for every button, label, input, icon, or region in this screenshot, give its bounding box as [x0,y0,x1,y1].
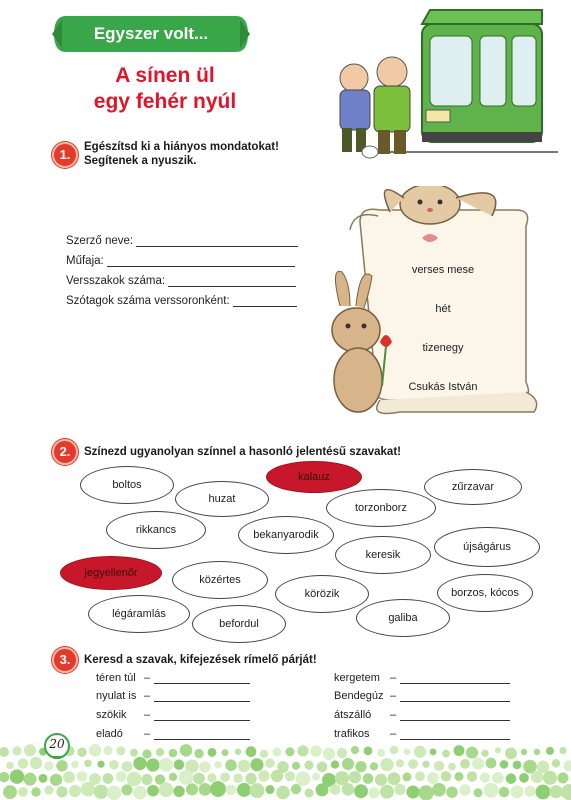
footer-dot [304,761,313,770]
footer-dot [199,783,212,796]
rhyme-dash: – [390,709,397,721]
footer-dot [3,785,17,799]
footer-dot [84,760,91,767]
task2-instruction: Színezd ugyanolyan színnel a hasonló jelentésű szavakat! [84,446,401,458]
footer-dot [142,749,151,758]
rhyme-word: téren túl [96,672,136,684]
rhyme-blank[interactable] [400,728,510,740]
footer-dot [159,782,174,797]
rhyme-blank[interactable] [154,728,250,740]
footer-dot [69,785,81,797]
field-syllables-label: Szótagok száma verssoronként: [66,295,230,307]
rhyme-blank[interactable] [154,690,250,702]
footer-dot [406,785,419,798]
footer-dot [355,761,366,772]
footer-dot [543,771,557,785]
rhyme-dash: – [390,672,397,684]
footer-dot [260,750,268,758]
footer-dot [214,761,222,769]
rhyme-dash: – [144,690,151,702]
footer-dot [368,787,379,798]
rhyme-dash: – [144,728,151,740]
task1-instruction-line1: Egészítsd ki a hiányos mondatokat! [84,141,279,153]
footer-dot [194,749,203,758]
footer-dot [107,786,122,800]
footer-dot [418,785,433,800]
footer-dot [297,745,308,756]
rhyme-dash: – [144,672,151,684]
rhyme-row-right-1 [334,672,510,684]
rhyme-word: átszálló [334,709,372,721]
footer-dot [422,761,429,768]
footer-dot [331,760,339,768]
field-stanzas-label: Versszakok száma: [66,275,166,287]
footer-dot [524,786,535,797]
footer-dot [364,746,373,755]
footer-dot [351,746,359,754]
footer-dot [506,773,517,784]
footer-dot [310,745,321,756]
rhyme-word: Bendegúz [334,690,384,702]
banner-title: Egyszer volt... [93,24,209,43]
footer-dot [169,749,177,757]
rhyme-blank[interactable] [400,690,510,702]
footer-dot [173,786,184,797]
rhyme-row-left-1 [96,672,250,684]
footer-dot [408,759,418,769]
footer-dot [486,758,497,769]
footer-dot [531,771,543,783]
footer-dot [272,747,281,756]
footer-dot [285,747,294,756]
footer-dot [430,748,437,755]
footer-dot [380,785,394,799]
footer-dot [179,770,194,785]
footer-dot [549,785,562,798]
footer-dot [534,749,540,755]
footer-dot [237,783,251,797]
footer-dot [432,783,446,797]
footer-dot [466,747,478,759]
footer-dot [0,747,9,757]
footer-dot [304,788,313,797]
footer-dot [141,774,152,785]
scroll-word-3: tizenegy [422,342,464,354]
task2-number-badge: 2. [52,439,78,465]
footer-dot [394,784,405,795]
footer-dot [415,771,425,781]
task3-instruction: Keresd a szavak, kifejezések rímelő párját! [84,654,317,666]
footer-dot [116,771,127,782]
footer-dot [312,773,320,781]
word-oval[interactable]: közértes [172,561,268,599]
footer-dot [375,774,387,786]
footer-dot [233,774,243,784]
footer-dot [349,771,361,783]
rhyme-row-right-3 [334,709,510,721]
footer-dot [404,748,411,755]
footer-dot [271,770,283,782]
footer-dot [30,757,42,769]
footer-dot [56,760,67,771]
footer-dot [492,772,504,784]
word-oval[interactable]: befordul [192,605,286,643]
footer-dot-pattern [0,744,571,800]
footer-dot [174,759,184,769]
word-oval[interactable]: zűrzavar [424,469,522,505]
footer-dot [460,759,470,769]
footer-dot [552,759,560,767]
footer-dot [94,785,108,799]
footer-dot [258,770,269,781]
footer-dot [97,761,104,768]
footer-dot [169,773,177,781]
word-oval[interactable]: borzos, kócos [437,574,533,612]
rhyme-blank[interactable] [400,672,510,684]
footer-dot [448,763,456,771]
footer-dot [63,771,75,783]
footer-dot [109,760,119,770]
footer-dot [235,748,242,755]
footer-dot [186,783,198,795]
footer-dot [559,747,566,754]
footer-dot [454,772,463,781]
footer-dot [71,761,79,769]
word-oval[interactable]: keresik [335,536,431,574]
footer-dot [250,758,263,771]
footer-dot [363,773,374,784]
rhyme-row-left-4 [96,728,250,740]
word-oval[interactable]: rikkancs [106,511,206,549]
page-title-line1: A sínen ül [115,64,215,87]
footer-dot [403,773,412,782]
rhyme-dash: – [144,709,151,721]
footer-dot [495,747,501,753]
footer-dot [39,774,48,783]
footer-dot [380,758,393,771]
footer-dot [561,784,571,800]
footer-dot [103,746,112,755]
footer-dot [226,785,237,796]
footer-dot [31,787,40,796]
footer-dot [536,785,551,800]
footer-dot [18,758,28,768]
footer-dot [472,757,484,769]
rhyme-dash: – [390,728,397,740]
footer-dot [342,758,354,770]
footer-dot [558,773,569,784]
word-oval[interactable]: torzonborz [326,489,436,527]
footer-dot [122,761,133,772]
footer-dot [208,748,217,757]
scroll-word-1: verses mese [411,264,475,276]
field-genre-label: Műfaja: [66,255,104,267]
footer-dot [121,784,132,795]
footer-dot [546,747,554,755]
word-oval[interactable]: újságárus [434,527,540,567]
word-oval[interactable]: körözik [275,575,369,613]
footer-dot [250,783,265,798]
footer-dot [56,786,67,797]
rhyme-word: trafikos [334,728,370,740]
task1-number-badge: 1. [52,142,78,168]
word-oval-colored[interactable]: kalauz [266,461,362,493]
footer-dot [480,773,490,783]
word-oval-colored[interactable]: jegyellenőr [60,556,162,590]
footer-dot [276,786,290,800]
footer-dot [396,759,404,767]
footer-dot [193,773,205,785]
footer-dot [210,781,226,797]
word-oval[interactable]: légáramlás [88,595,190,633]
footer-dot [146,758,159,771]
footer-dot [159,758,173,772]
footer-dot [390,746,399,755]
footer-dot [127,772,141,786]
footer-dot [467,771,477,781]
rhyme-blank[interactable] [154,672,250,684]
footer-dot [180,744,192,756]
footer-dot [156,748,164,756]
footer-dot [563,760,571,771]
footer-dot [342,783,354,795]
field-author-blank[interactable] [136,234,298,247]
footer-dot [222,749,229,756]
footer-dot [500,760,509,769]
footer-dot [18,787,28,797]
rhyme-word: kergetem [334,672,380,684]
footer-dot [519,773,529,783]
footer-dot [442,750,450,758]
footer-dot [147,785,159,797]
footer-dot [441,771,451,781]
rhyme-dash: – [390,690,397,702]
footer-dot [130,749,138,757]
footer-dot [370,762,378,770]
footer-dot [292,762,300,770]
footer-dot [323,748,335,760]
scroll-word-2: hét [435,303,451,315]
footer-dot [459,784,470,795]
rhyme-word: szökik [96,709,127,721]
footer-dot [265,758,275,768]
footer-dot [511,785,524,798]
footer-dot [484,783,499,798]
footer-dot [207,773,216,782]
rhyme-row-left-3 [96,709,250,721]
word-oval[interactable]: huzat [175,481,269,517]
rhyme-row-right-4 [334,728,510,740]
word-oval[interactable]: boltos [80,466,174,504]
footer-dot [317,762,328,773]
footer-dot [473,788,482,797]
footer-dot [330,784,341,795]
footer-dot [0,772,9,782]
footer-dot [77,748,86,757]
rhyme-row-right-2 [334,690,510,702]
footer-dot [133,786,147,800]
footer-dot [377,749,385,757]
field-syllables [66,294,297,307]
footer-dot [481,750,488,757]
footer-dot [513,761,522,770]
field-author [66,234,298,247]
footer-dot [505,747,517,759]
footer-dot [24,744,36,756]
footer-dot [446,786,457,797]
task1-instruction-line2: Segítenek a nyuszik. [84,155,197,167]
page-title-line2: egy fehér nyúl [93,90,237,113]
footer-dot [12,746,21,755]
footer-dot [414,746,426,758]
rhyme-blank[interactable] [154,709,250,721]
footer-dot [316,783,329,796]
footer-dot [89,744,102,756]
rhyme-row-left-2 [96,690,250,702]
word-oval[interactable]: galiba [356,599,450,637]
footer-dot [24,773,37,786]
word-oval[interactable]: bekanyarodik [238,516,334,554]
footer-dot [225,759,237,771]
footer-dot [427,772,439,784]
footer-dot [6,762,14,770]
tram-illustration [330,2,560,162]
footer-dot [291,784,301,794]
footer-dot [220,772,230,782]
footer-dot [238,760,250,772]
footer-dot [77,771,88,782]
footer-dot [499,787,509,797]
rhyme-word: nyulat is [96,690,137,702]
footer-dot [434,761,444,771]
footer-dot [44,761,53,770]
footer-dot [245,773,256,784]
page-number: 20 [49,737,65,751]
footer-dot [44,786,53,795]
field-syllables-blank[interactable] [233,294,297,307]
footer-dot [10,769,24,783]
footer-dot [50,774,62,786]
field-genre [66,254,295,267]
footer-dot [133,757,146,770]
field-author-label: Szerző neve: [66,235,134,247]
footer-dot [521,749,527,755]
task3-number-badge: 3. [52,647,78,673]
rhyme-word: eladó [96,728,123,740]
footer-dot [246,746,257,757]
footer-dot [454,745,465,756]
field-genre-blank[interactable] [107,254,295,267]
scroll-word-4: Csukás István [408,381,478,393]
footer-dot [103,773,114,784]
footer-dot [117,746,126,755]
footer-dot [354,784,368,798]
footer-dot [199,761,210,772]
footer-dot [265,785,274,794]
footer-dot [81,782,96,797]
footer-dot [337,748,347,758]
footer-dot [296,771,311,786]
field-stanzas [66,274,296,287]
rhyme-blank[interactable] [400,709,510,721]
footer-dot [388,772,401,785]
footer-dot [285,771,295,781]
field-stanzas-blank[interactable] [168,274,296,287]
